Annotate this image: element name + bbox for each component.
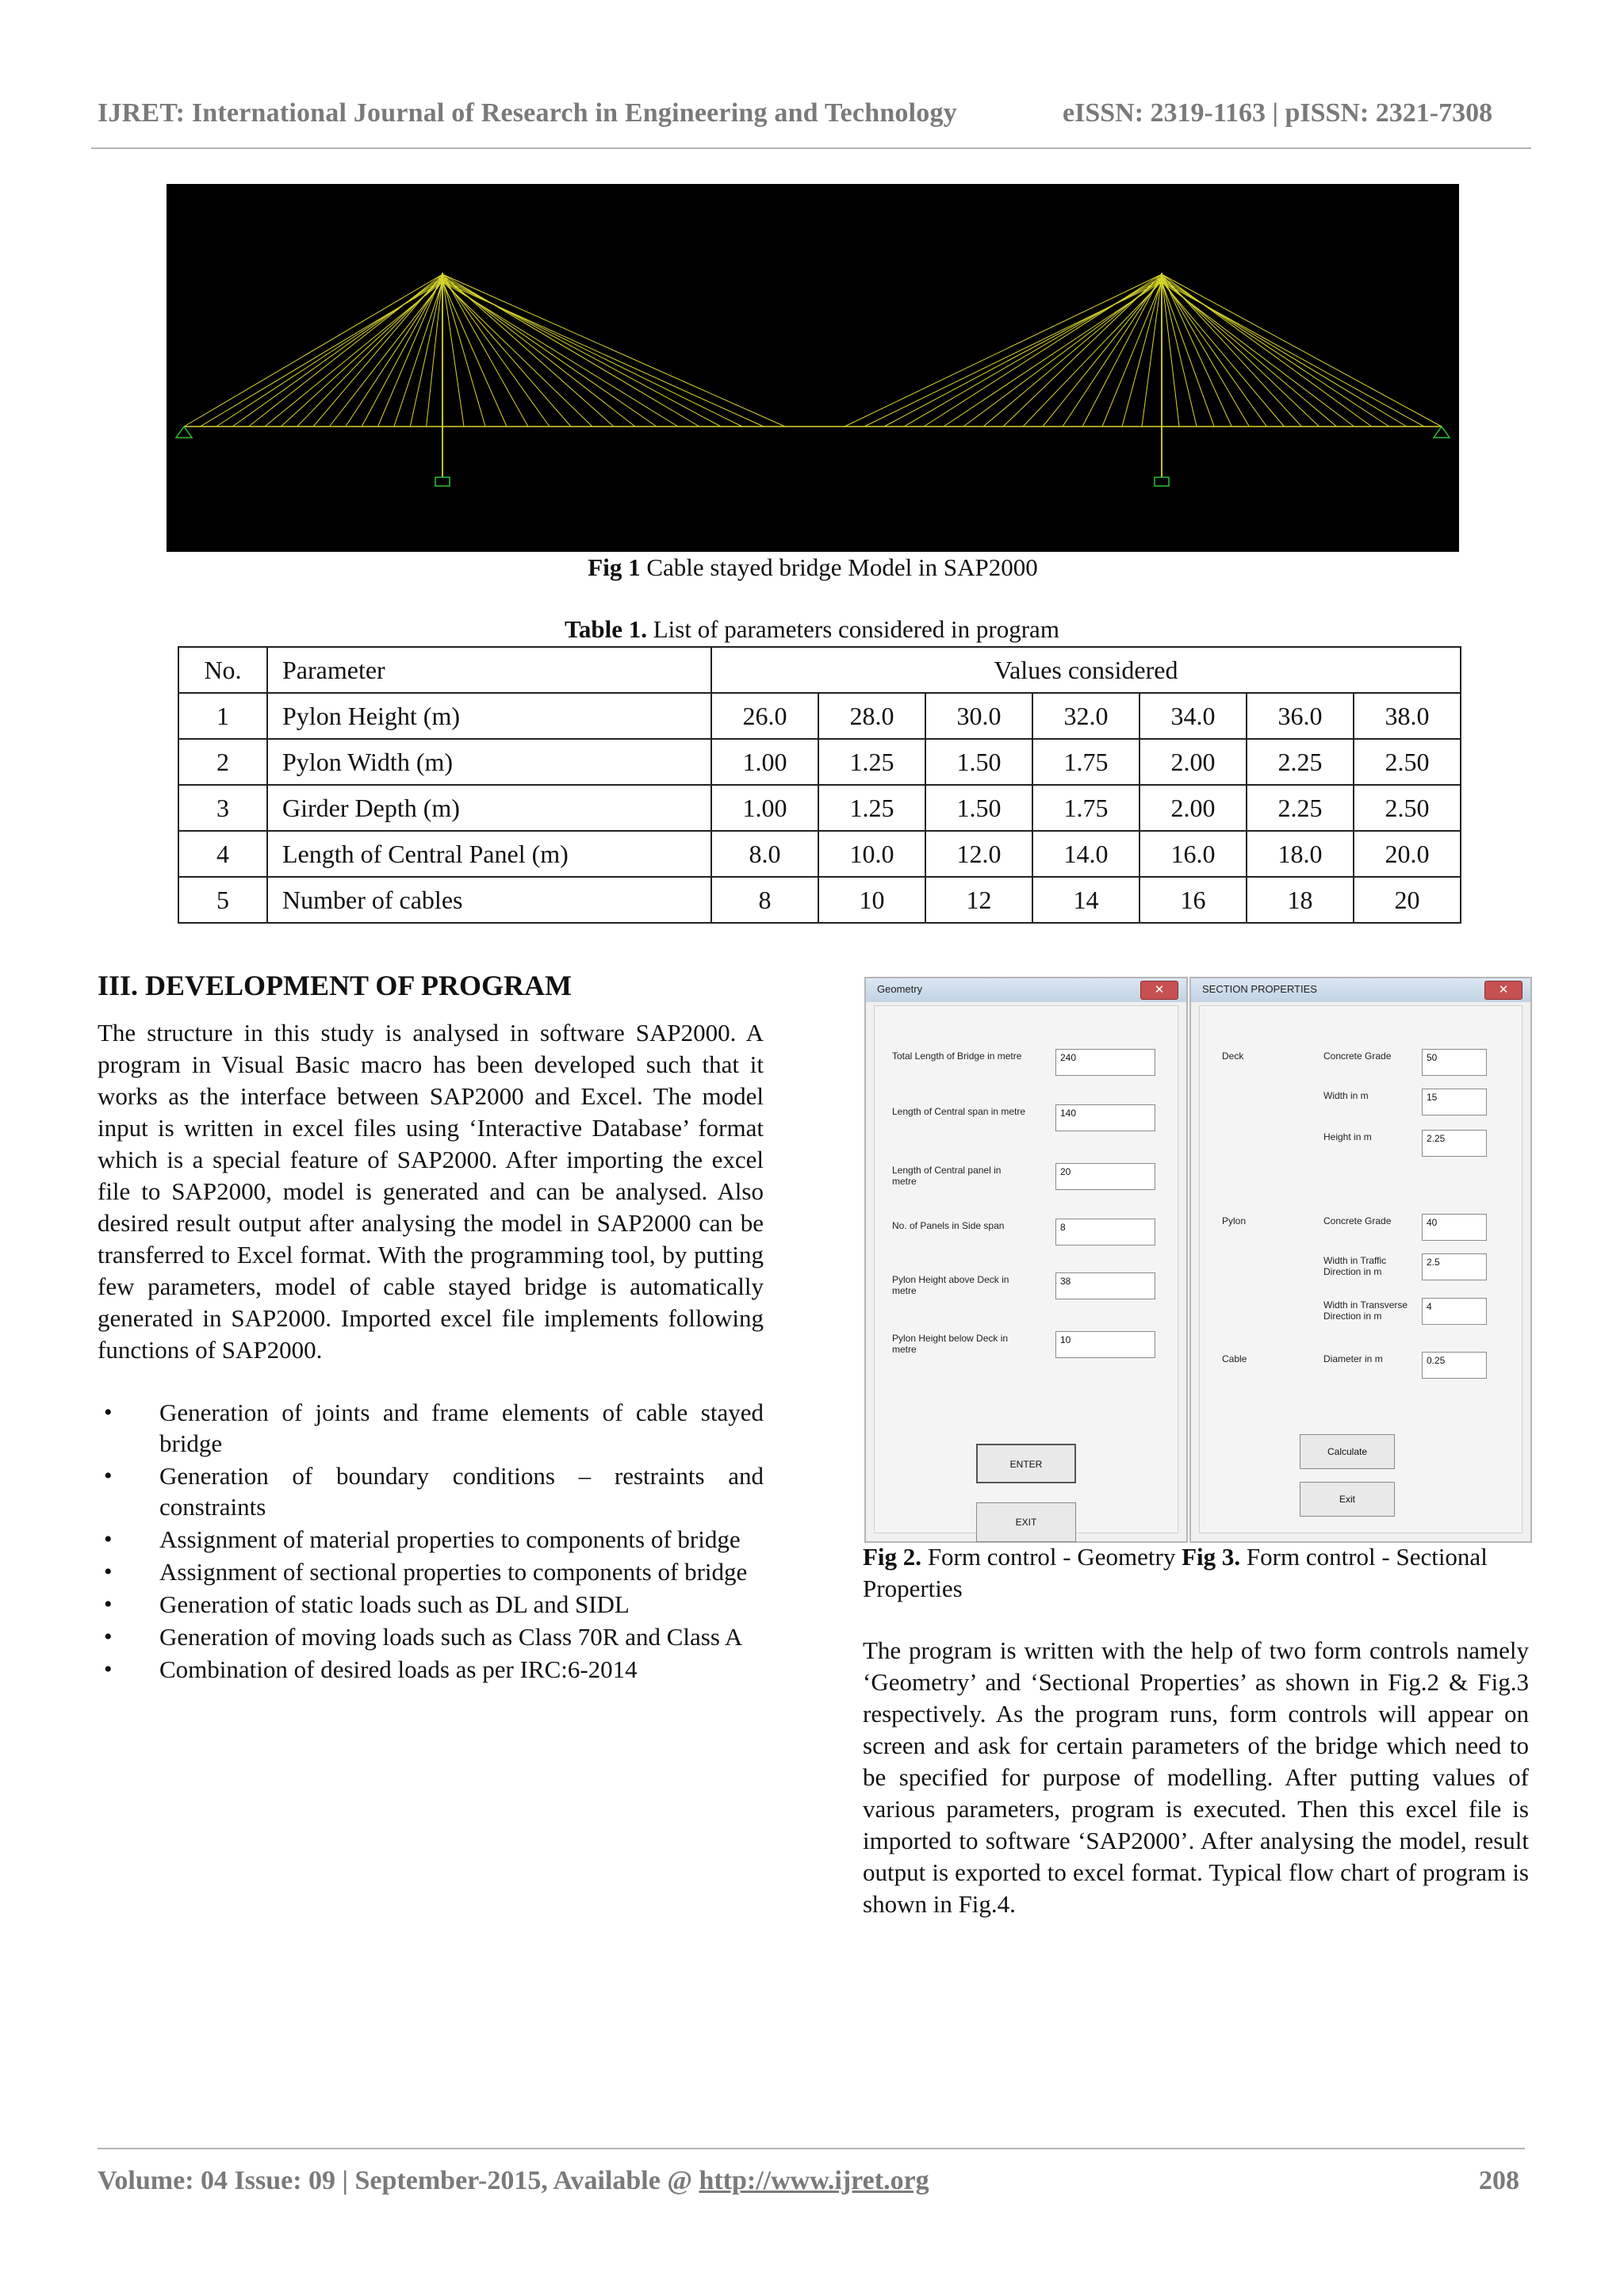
row-value: 20 [1354, 877, 1461, 923]
geometry-field-label: Pylon Height above Deck in metre [892, 1274, 1009, 1296]
list-item: • Combination of desired loads as per IRC:6-2014 [98, 1654, 764, 1685]
row-value: 2.25 [1247, 785, 1354, 831]
row-value: 30.0 [925, 693, 1032, 739]
row-value: 1.50 [925, 739, 1032, 785]
row-no: 3 [178, 785, 267, 831]
geometry-body [874, 1005, 1178, 1533]
row-value: 2.50 [1354, 739, 1461, 785]
section-field-label: Height in m [1323, 1131, 1372, 1142]
list-item: • Assignment of sectional properties to components of bridge [98, 1556, 764, 1587]
row-parameter: Girder Depth (m) [267, 785, 711, 831]
fig23-caption [863, 1541, 1529, 1605]
row-value: 10.0 [818, 831, 925, 877]
footer-rule [98, 2148, 1525, 2149]
list-item: • Generation of static loads such as DL and SIDL [98, 1589, 764, 1620]
row-value: 16 [1139, 877, 1247, 923]
bridge-model-figure [167, 184, 1459, 552]
section-properties-form [1189, 977, 1532, 1543]
bridge-model-svg [167, 184, 1459, 552]
header-no: No. [178, 647, 267, 693]
row-value: 14 [1032, 877, 1139, 923]
end-support [1434, 427, 1450, 438]
table-row [178, 877, 1461, 923]
cable-line [1122, 279, 1162, 427]
pylon-base-support [1155, 477, 1169, 486]
group-cable: Cable [1222, 1353, 1247, 1364]
row-value: 1.75 [1032, 785, 1139, 831]
geometry-field-input[interactable]: 38 [1055, 1272, 1155, 1299]
table-header-row [178, 647, 1461, 693]
exit-button[interactable]: Exit [1300, 1482, 1395, 1517]
list-item: • Assignment of material properties to components of bridge [98, 1524, 764, 1555]
section-field-label: Concrete Grade [1323, 1050, 1392, 1062]
row-value: 1.25 [818, 785, 925, 831]
fig2-caption-text: Form control - Geometry [921, 1543, 1182, 1571]
cable-line [216, 279, 442, 427]
row-value: 16.0 [1139, 831, 1247, 877]
row-value: 2.25 [1247, 739, 1354, 785]
footer-link[interactable]: http://www.ijret.org [699, 2166, 929, 2195]
section-field-input[interactable]: 50 [1422, 1049, 1487, 1076]
table-row [178, 831, 1461, 877]
row-value: 2.00 [1139, 785, 1247, 831]
geometry-titlebar [866, 978, 1186, 1002]
footer-volume-text: Volume: 04 Issue: 09 | September-2015, Available @ [98, 2166, 699, 2195]
cable-line [378, 274, 443, 427]
end-support [176, 427, 192, 438]
section-body [1199, 1005, 1522, 1533]
section-form-title: SECTION PROPERTIES [1202, 983, 1317, 995]
section-title: III. DEVELOPMENT OF PROGRAM [98, 970, 573, 1001]
cable-line [442, 279, 742, 427]
cable-line [442, 279, 485, 427]
group-deck: Deck [1222, 1050, 1244, 1062]
close-icon[interactable]: ✕ [1484, 981, 1522, 1000]
geometry-field-label: Length of Central panel in metre [892, 1165, 1002, 1187]
geometry-field-label: Length of Central span in metre [892, 1106, 1026, 1117]
section-titlebar [1191, 978, 1530, 1002]
footer-volume [98, 2166, 929, 2196]
cable-line [884, 279, 1162, 427]
row-value: 20.0 [1354, 831, 1461, 877]
section-field-label: Width in m [1323, 1090, 1369, 1101]
section-field-input[interactable]: 2.25 [1422, 1130, 1487, 1157]
cable-line [442, 281, 678, 427]
cable-line [200, 281, 442, 427]
header-rule [91, 147, 1531, 149]
cable-line [442, 274, 785, 427]
row-parameter: Pylon Height (m) [267, 693, 711, 739]
row-value: 34.0 [1139, 693, 1247, 739]
parameters-table [178, 646, 1461, 924]
row-no: 2 [178, 739, 267, 785]
cable-line [442, 279, 571, 427]
row-value: 8.0 [711, 831, 818, 877]
row-value: 12 [925, 877, 1032, 923]
cable-line [442, 281, 764, 427]
cable-line [944, 281, 1162, 427]
geometry-field-input[interactable]: 10 [1055, 1331, 1155, 1358]
fig3-caption-text: Form control - Sectional Properties [863, 1543, 1488, 1602]
cable-line [265, 281, 442, 427]
cable-line [1162, 281, 1284, 427]
cable-line [1023, 281, 1162, 427]
section-field-input[interactable]: 15 [1422, 1089, 1487, 1115]
table-row [178, 785, 1461, 831]
section-field-input[interactable]: 40 [1422, 1214, 1487, 1241]
row-no: 1 [178, 693, 267, 739]
cable-line [1043, 279, 1162, 427]
row-value: 1.00 [711, 785, 818, 831]
table1-caption-text: List of parameters considered in program [647, 615, 1059, 643]
row-value: 26.0 [711, 693, 818, 739]
section-field-input[interactable]: 2.5 [1422, 1253, 1487, 1280]
fig1-label: Fig 1 [588, 553, 641, 581]
list-item: • Generation of boundary conditions – restraints and constraints [98, 1460, 764, 1522]
list-item: • Generation of moving loads such as Class 70R and Class A [98, 1621, 764, 1652]
cable-line [1162, 274, 1231, 427]
fig3-label: Fig 3. [1182, 1543, 1241, 1571]
cable-line [1082, 274, 1162, 427]
section-field-input[interactable]: 4 [1422, 1298, 1487, 1325]
section-field-label: Width in Traffic Direction in m [1323, 1255, 1387, 1277]
section-field-label: Width in Transverse Direction in m [1323, 1299, 1408, 1322]
close-icon[interactable]: ✕ [1140, 981, 1178, 1000]
row-value: 2.00 [1139, 739, 1247, 785]
page-number: 208 [1479, 2166, 1519, 2195]
section-field-input[interactable]: 0.25 [1422, 1352, 1487, 1379]
enter-button[interactable]: ENTER [976, 1444, 1076, 1483]
row-value: 12.0 [925, 831, 1032, 877]
cable-line [1162, 279, 1407, 427]
list-item: • Generation of joints and frame elements of cable stayed bridge [98, 1397, 764, 1459]
row-no: 4 [178, 831, 267, 877]
geometry-form [864, 977, 1188, 1543]
geometry-field-label: No. of Panels in Side span [892, 1220, 1005, 1231]
header-parameter: Parameter [267, 647, 711, 693]
cable-line [1162, 279, 1266, 427]
function-list [98, 1397, 764, 1686]
cable-line [329, 281, 442, 427]
row-value: 1.75 [1032, 739, 1139, 785]
section-para1: The structure in this study is analysed in software SAP2000. A program in Visual Basic macro has been developed such that it works as the interface between SAP2000 and Excel. The model input is written in excel files using ‘Interactive Database’ format which is a special feature of SAP2000. After importing the excel file to SAP2000, model is generated and can be analysed. Also desired result output after analysing the model in SAP2000 can be transferred to Excel format. With the programming tool, by putting few parameters, model of cable stayed bridge is automatically generated in SAP2000. Imported excel file implements following functions of SAP2000. [98, 1019, 764, 1364]
cable-line [1162, 279, 1197, 427]
cable-line [442, 277, 550, 427]
row-value: 1.50 [925, 785, 1032, 831]
fig1-caption [167, 553, 1459, 582]
cable-line [410, 279, 442, 427]
cable-line [442, 274, 528, 427]
cable-line [346, 279, 442, 427]
row-value: 38.0 [1354, 693, 1461, 739]
exit-button[interactable]: EXIT [976, 1502, 1076, 1542]
row-value: 28.0 [818, 693, 925, 739]
table-row [178, 693, 1461, 739]
section-para2: The program is written with the help of two form controls namely ‘Geometry’ and ‘Sectional Properties’ as shown in Fig.2 & Fig.3 respectively. As the program runs, form controls will appear on screen and ask for certain parameters of the bridge which need to be specified for purpose of modelling. After putting values of various parameters, program is executed. Then this excel file is imported to software ‘SAP2000’. After analysing the model, result output is exported to excel format. Typical flow chart of program is shown in Fig.4. [863, 1636, 1529, 1918]
cable-line [1162, 274, 1442, 427]
cable-line [1063, 277, 1162, 427]
geometry-field-label: Pylon Height below Deck in metre [892, 1333, 1009, 1355]
row-value: 1.00 [711, 739, 818, 785]
row-value: 2.50 [1354, 785, 1461, 831]
calculate-button[interactable]: Calculate [1300, 1434, 1395, 1469]
geometry-field-input[interactable]: 8 [1055, 1219, 1155, 1246]
fig1-caption-text: Cable stayed bridge Model in SAP2000 [640, 553, 1038, 581]
cable-line [184, 274, 442, 427]
geometry-field-label: Total Length of Bridge in metre [892, 1050, 1022, 1062]
row-value: 14.0 [1032, 831, 1139, 877]
header-values: Values considered [711, 647, 1461, 693]
cable-line [1162, 277, 1249, 427]
geometry-title: Geometry [877, 983, 923, 995]
cable-line [864, 281, 1162, 427]
issn: eISSN: 2319-1163 | pISSN: 2321-7308 [1063, 98, 1493, 128]
row-value: 10 [818, 877, 925, 923]
geometry-field-input[interactable]: 240 [1055, 1049, 1155, 1076]
pylon-base-support [435, 477, 450, 486]
cable-line [362, 277, 442, 427]
table-row [178, 739, 1461, 785]
geometry-field-input[interactable]: 20 [1055, 1163, 1155, 1190]
section-field-label: Concrete Grade [1323, 1215, 1392, 1226]
row-parameter: Length of Central Panel (m) [267, 831, 711, 877]
cable-line [1162, 281, 1424, 427]
row-value: 32.0 [1032, 693, 1139, 739]
row-parameter: Number of cables [267, 877, 711, 923]
row-value: 18 [1247, 877, 1354, 923]
group-pylon: Pylon [1222, 1215, 1247, 1226]
geometry-field-input[interactable]: 140 [1055, 1104, 1155, 1131]
row-parameter: Pylon Width (m) [267, 739, 711, 785]
table1-caption [176, 615, 1448, 644]
row-value: 36.0 [1247, 693, 1354, 739]
cable-line [845, 274, 1162, 427]
section-field-label: Diameter in m [1323, 1353, 1383, 1364]
fig2-label: Fig 2. [863, 1543, 922, 1571]
row-value: 8 [711, 877, 818, 923]
journal-title: IJRET: International Journal of Research in Engineering and Technology [98, 98, 957, 128]
cable-line [1162, 281, 1354, 427]
table1-label: Table 1. [565, 615, 647, 643]
row-value: 18.0 [1247, 831, 1354, 877]
cable-line [442, 281, 592, 427]
row-no: 5 [178, 877, 267, 923]
row-value: 1.25 [818, 739, 925, 785]
